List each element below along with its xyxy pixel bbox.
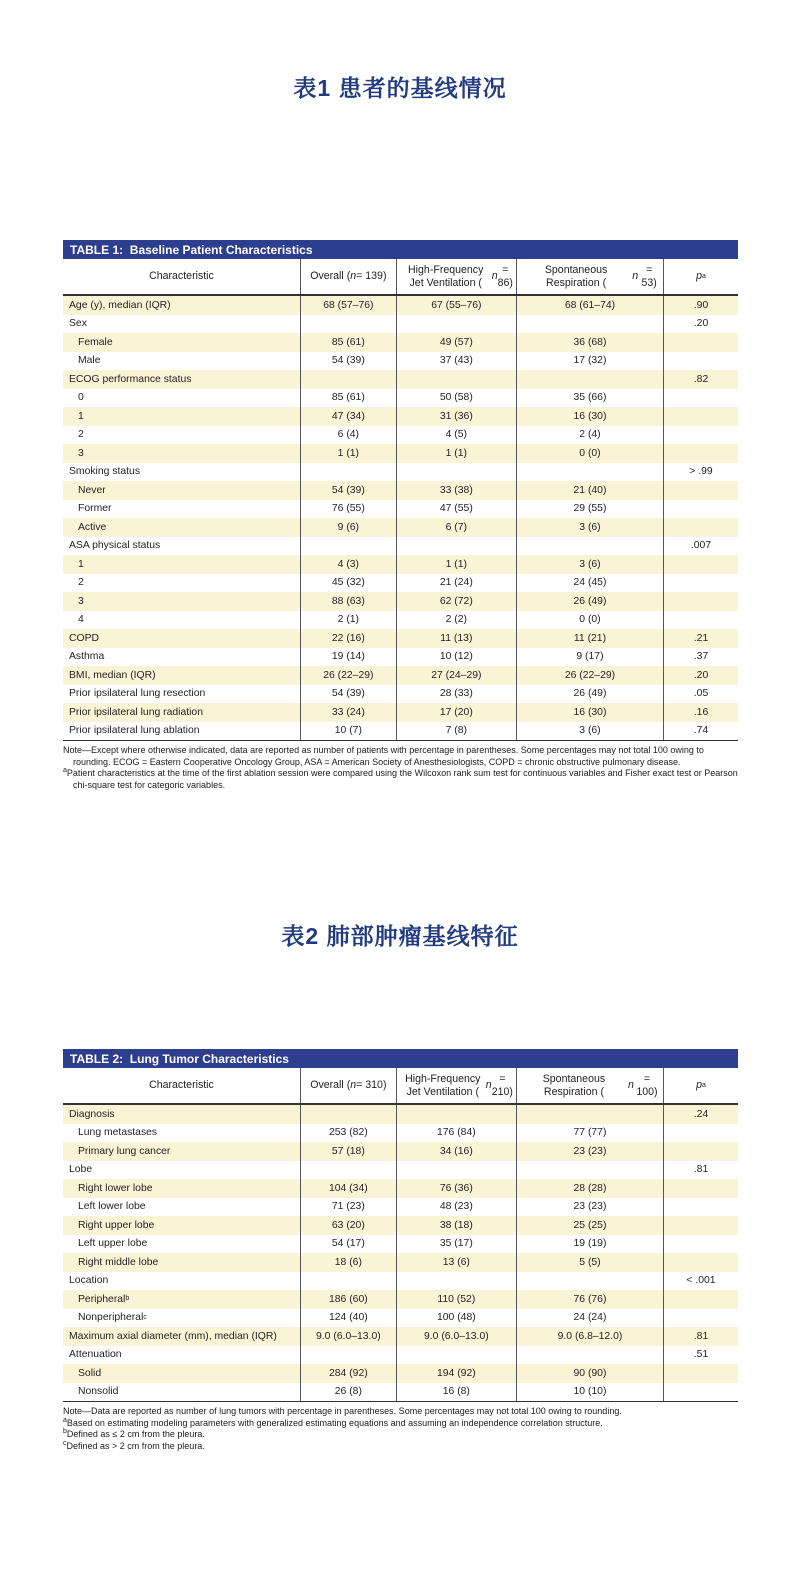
cell-value: 33 (38) [396,481,516,500]
cell-value [396,1161,516,1180]
cell-value: 29 (55) [516,500,663,519]
table-row [63,1272,738,1291]
table-body [63,1105,738,1402]
cell-value [663,592,738,611]
table-notes [63,745,738,791]
row-label: Age (y), median (IQR) [69,299,171,311]
cell-value: 47 (34) [300,407,396,426]
cell-value: 4 (3) [300,555,396,574]
cell-value [396,1346,516,1365]
cell-value: 6 (4) [300,426,396,445]
table-row [63,500,738,519]
cell-value: 22 (16) [300,629,396,648]
table-row [63,426,738,445]
cell-value [300,370,396,389]
column-header: Spontaneous Respiration ( n = 53) [516,259,663,294]
row-label: Peripheral b [78,1293,130,1305]
cell-value: 9.0 (6.0–13.0) [396,1327,516,1346]
row-label: 2 [78,577,84,589]
row-label: Prior ipsilateral lung resection [69,688,206,700]
cell-value: .90 [663,296,738,315]
cell-value [516,1161,663,1180]
cell-value: 26 (22–29) [300,666,396,685]
table-row [63,685,738,704]
cell-value: 45 (32) [300,574,396,593]
cell-value: 17 (32) [516,352,663,371]
row-label: Asthma [69,651,105,663]
cell-value: < .001 [663,1272,738,1291]
cell-value [300,537,396,556]
cell-value: 21 (24) [396,574,516,593]
cell-value: 104 (34) [300,1179,396,1198]
cell-value: 4 (5) [396,426,516,445]
cell-value: 19 (14) [300,648,396,667]
row-label: Smoking status [69,466,141,478]
table-row [63,1124,738,1143]
table-row [63,555,738,574]
row-label: Right middle lobe [78,1256,159,1268]
cell-value: > .99 [663,463,738,482]
cell-value: 284 (92) [300,1364,396,1383]
cell-value: 33 (24) [300,703,396,722]
row-label: Never [78,484,106,496]
cell-value [663,444,738,463]
cell-value [396,315,516,334]
table-row [63,296,738,315]
cell-value: 67 (55–76) [396,296,516,315]
cell-value [516,315,663,334]
table-row [63,1105,738,1124]
table-title-label: TABLE 1: Baseline Patient Characteristics [70,242,313,257]
cell-value [663,352,738,371]
cell-value: .16 [663,703,738,722]
row-label: 1 [78,410,84,422]
cell-value: 9 (17) [516,648,663,667]
table-row [63,1235,738,1254]
cell-value [663,333,738,352]
cell-value: 9.0 (6.0–13.0) [300,1327,396,1346]
row-label: 1 [78,558,84,570]
row-label: 3 [78,447,84,459]
cell-value: 47 (55) [396,500,516,519]
cell-value: 7 (8) [396,722,516,741]
table-row [63,1327,738,1346]
table-row [63,352,738,371]
row-label: Left lower lobe [78,1201,146,1213]
table-row [63,1161,738,1180]
cell-value: 0 (0) [516,611,663,630]
table-row [63,1309,738,1328]
table-row [63,370,738,389]
cell-value [396,537,516,556]
cell-value [663,426,738,445]
cell-value: 90 (90) [516,1364,663,1383]
cell-value [663,1124,738,1143]
cell-value: 85 (61) [300,389,396,408]
cell-value: 31 (36) [396,407,516,426]
cell-value: 253 (82) [300,1124,396,1143]
row-label: Active [78,521,107,533]
table-row [63,537,738,556]
cell-value: 11 (21) [516,629,663,648]
cell-value: 176 (84) [396,1124,516,1143]
section-title-table2: 表2 肺部肿瘤基线特征 [281,923,519,949]
cell-value [300,315,396,334]
table-row [63,1253,738,1272]
cell-value: .82 [663,370,738,389]
cell-value: .81 [663,1327,738,1346]
column-header: High-Frequency Jet Ventilation ( n = 210) [396,1068,516,1103]
cell-value: 10 (10) [516,1383,663,1402]
cell-value: 68 (57–76) [300,296,396,315]
cell-value [300,1161,396,1180]
cell-value: 124 (40) [300,1309,396,1328]
cell-value [663,1216,738,1235]
column-header: Characteristic [149,1079,214,1092]
cell-value [396,370,516,389]
cell-value [396,463,516,482]
cell-value [516,1346,663,1365]
cell-value: 35 (17) [396,1235,516,1254]
row-label: Left upper lobe [78,1238,148,1250]
cell-value [663,555,738,574]
cell-value: 54 (39) [300,685,396,704]
cell-value: 26 (8) [300,1383,396,1402]
cell-value [663,1309,738,1328]
cell-value: 54 (39) [300,481,396,500]
cell-value: 34 (16) [396,1142,516,1161]
cell-value: 88 (63) [300,592,396,611]
table-row [63,481,738,500]
cell-value: 186 (60) [300,1290,396,1309]
row-label: Attenuation [69,1349,122,1361]
cell-value [663,1142,738,1161]
cell-value: 16 (30) [516,703,663,722]
cell-value: 26 (49) [516,592,663,611]
table-row [63,666,738,685]
row-label: ECOG performance status [69,373,192,385]
table-row [63,1383,738,1402]
row-label: COPD [69,632,100,644]
cell-value: 27 (24–29) [396,666,516,685]
cell-value: 1 (1) [396,444,516,463]
table-row [63,574,738,593]
cell-value [663,407,738,426]
cell-value: .37 [663,648,738,667]
cell-value [663,481,738,500]
cell-value: 13 (6) [396,1253,516,1272]
table-row [63,629,738,648]
table-note: $^a$Patient characteristics at the time of the first ablation session were compared using the Wilcoxon rank sum test for continuous variables and Fisher exact test or Pearson chi-square test for categoric variables. [63,767,738,790]
cell-value: 110 (52) [396,1290,516,1309]
cell-value: 23 (23) [516,1198,663,1217]
row-label: 2 [78,429,84,441]
column-header: p a [663,1068,738,1103]
cell-value: 24 (45) [516,574,663,593]
column-header-row [63,259,738,296]
cell-value: 21 (40) [516,481,663,500]
table-row [63,1142,738,1161]
row-label: Right lower lobe [78,1182,153,1194]
cell-value: 49 (57) [396,333,516,352]
table-title-label: TABLE 2: Lung Tumor Characteristics [70,1051,289,1066]
cell-value: 3 (6) [516,518,663,537]
cell-value: 38 (18) [396,1216,516,1235]
row-label: Right upper lobe [78,1219,155,1231]
cell-value: 77 (77) [516,1124,663,1143]
cell-value: .05 [663,685,738,704]
cell-value [300,1105,396,1124]
row-label: Nonsolid [78,1386,119,1398]
table-2-lung-tumor-characteristics [63,1049,738,1452]
cell-value: 28 (28) [516,1179,663,1198]
cell-value: 100 (48) [396,1309,516,1328]
table-note: $^a$Based on estimating modeling parameters with generalized estimating equations and assuming an independence correlation structure. [63,1416,603,1428]
cell-value [396,1272,516,1291]
cell-value: .20 [663,666,738,685]
column-header: Spontaneous Respiration ( n = 100) [516,1068,663,1103]
row-label: Primary lung cancer [78,1145,171,1157]
cell-value: 62 (72) [396,592,516,611]
table-row [63,1346,738,1365]
cell-value: 16 (8) [396,1383,516,1402]
table-row [63,1216,738,1235]
row-label: Female [78,336,113,348]
row-label: Location [69,1275,109,1287]
cell-value: 48 (23) [396,1198,516,1217]
cell-value: 76 (55) [300,500,396,519]
cell-value: 35 (66) [516,389,663,408]
table-row [63,444,738,463]
cell-value: 16 (30) [516,407,663,426]
cell-value [663,1235,738,1254]
cell-value: 76 (36) [396,1179,516,1198]
cell-value [663,518,738,537]
row-label: Maximum axial diameter (mm), median (IQR) [69,1330,277,1342]
cell-value [663,389,738,408]
row-label: Solid [78,1367,102,1379]
table-row [63,592,738,611]
table-row [63,1198,738,1217]
table-title-bar [63,1049,738,1068]
table-row [63,1364,738,1383]
table-row [63,611,738,630]
cell-value: 54 (17) [300,1235,396,1254]
cell-value: 9 (6) [300,518,396,537]
cell-value [663,1179,738,1198]
row-label: Male [78,355,101,367]
cell-value: 54 (39) [300,352,396,371]
cell-value: .24 [663,1105,738,1124]
column-header: Overall ( n = 310) [300,1068,396,1103]
row-label: 3 [78,595,84,607]
row-label: 4 [78,614,84,626]
cell-value: .51 [663,1346,738,1365]
table-note: $^c$Defined as > 2 cm from the pleura. [63,1439,205,1451]
table-row [63,703,738,722]
cell-value: .74 [663,722,738,741]
cell-value: 25 (25) [516,1216,663,1235]
table-title-bar [63,240,738,259]
cell-value [663,500,738,519]
cell-value [300,463,396,482]
cell-value: 50 (58) [396,389,516,408]
cell-value [300,1272,396,1291]
cell-value: 76 (76) [516,1290,663,1309]
row-label: Nonperipheral c [78,1312,147,1324]
cell-value: .21 [663,629,738,648]
cell-value [663,1253,738,1272]
cell-value: 1 (1) [396,555,516,574]
cell-value: 26 (22–29) [516,666,663,685]
cell-value [516,463,663,482]
cell-value: 85 (61) [300,333,396,352]
row-label: Lobe [69,1164,93,1176]
row-label: BMI, median (IQR) [69,669,156,681]
cell-value: 0 (0) [516,444,663,463]
column-header: p a [663,259,738,294]
cell-value: 2 (1) [300,611,396,630]
cell-value [663,611,738,630]
cell-value [516,1105,663,1124]
cell-value: 37 (43) [396,352,516,371]
cell-value: 36 (68) [516,333,663,352]
table-row [63,407,738,426]
table-note: Note—Except where otherwise indicated, data are reported as number of patients with percentage in parentheses. Some percentages may not total 100 owing to rounding. ECOG = Eastern Cooperative Oncology Group, ASA = American Society of Anesthesiologists, COPD = chronic obstructive pulmonary disease. [63,745,704,767]
cell-value: 17 (20) [396,703,516,722]
cell-value [396,1105,516,1124]
cell-value: .20 [663,315,738,334]
cell-value: 194 (92) [396,1364,516,1383]
cell-value [663,574,738,593]
row-label: Diagnosis [69,1108,115,1120]
cell-value [300,1346,396,1365]
cell-value: 9.0 (6.8–12.0) [516,1327,663,1346]
table-row [63,333,738,352]
table-row [63,648,738,667]
cell-value [663,1364,738,1383]
cell-value: 28 (33) [396,685,516,704]
cell-value: 68 (61–74) [516,296,663,315]
column-header: Characteristic [149,270,214,283]
cell-value: 11 (13) [396,629,516,648]
cell-value: .81 [663,1161,738,1180]
cell-value: 1 (1) [300,444,396,463]
row-label: Lung metastases [78,1127,158,1139]
cell-value: 18 (6) [300,1253,396,1272]
cell-value: 2 (2) [396,611,516,630]
cell-value [516,537,663,556]
cell-value [663,1290,738,1309]
table-row [63,1179,738,1198]
table-row [63,389,738,408]
cell-value: 26 (49) [516,685,663,704]
cell-value: 6 (7) [396,518,516,537]
cell-value [516,370,663,389]
table-body [63,296,738,741]
cell-value: 5 (5) [516,1253,663,1272]
table-row [63,1290,738,1309]
table-row [63,518,738,537]
column-header: Overall ( n = 139) [300,259,396,294]
cell-value: .007 [663,537,738,556]
table-row [63,315,738,334]
cell-value: 71 (23) [300,1198,396,1217]
row-label: Prior ipsilateral lung ablation [69,725,200,737]
cell-value: 23 (23) [516,1142,663,1161]
cell-value: 57 (18) [300,1142,396,1161]
cell-value: 3 (6) [516,722,663,741]
cell-value: 63 (20) [300,1216,396,1235]
cell-value: 10 (7) [300,722,396,741]
table-notes [63,1406,738,1452]
row-label: Prior ipsilateral lung radiation [69,706,203,718]
table-1-baseline-patient-characteristics [63,240,738,791]
table-row [63,722,738,741]
cell-value: 3 (6) [516,555,663,574]
cell-value: 2 (4) [516,426,663,445]
row-label: 0 [78,392,84,404]
cell-value: 24 (24) [516,1309,663,1328]
row-label: Former [78,503,112,515]
row-label: Sex [69,318,87,330]
row-label: ASA physical status [69,540,161,552]
table-note: $^b$Defined as ≤ 2 cm from the pleura. [63,1428,205,1440]
cell-value [663,1198,738,1217]
table-row [63,463,738,482]
cell-value: 19 (19) [516,1235,663,1254]
cell-value [663,1383,738,1402]
column-header-row [63,1068,738,1105]
table-note: Note—Data are reported as number of lung tumors with percentage in parentheses. Some percentages may not total 100 owing to rounding. [63,1406,622,1416]
section-title-table1: 表1 患者的基线情况 [293,75,507,101]
cell-value: 10 (12) [396,648,516,667]
cell-value [516,1272,663,1291]
column-header: High-Frequency Jet Ventilation ( n = 86) [396,259,516,294]
